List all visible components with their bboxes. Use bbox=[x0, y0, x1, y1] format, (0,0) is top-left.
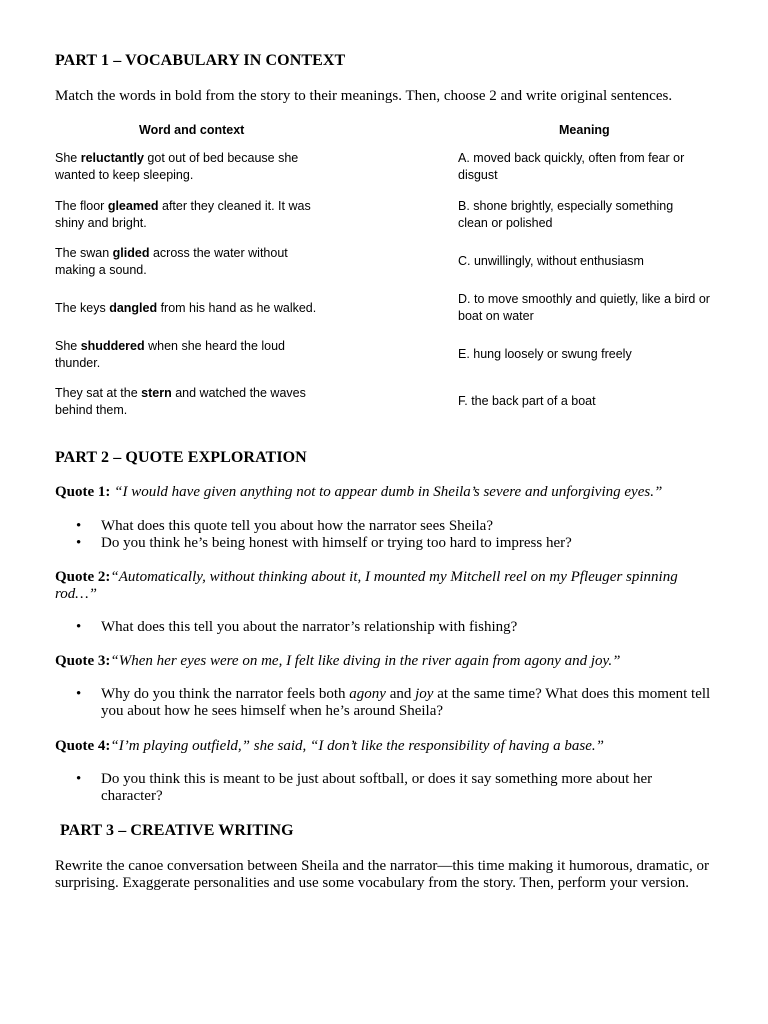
bullet-icon: • bbox=[76, 686, 82, 702]
quote-1 bbox=[55, 484, 715, 501]
vocab-word: stern bbox=[141, 386, 172, 400]
vocab-word: shuddered bbox=[80, 339, 145, 353]
vocab-context-row: She shuddered when she heard the loud thunder. bbox=[55, 339, 286, 370]
vocab-meaning: E. hung loosely or swung freely bbox=[458, 347, 632, 361]
quote-3 bbox=[55, 653, 715, 670]
column-header-meaning: Meaning bbox=[559, 123, 610, 137]
vocab-context-row: She reluctantly got out of bed because she wanted to keep sleeping. bbox=[55, 151, 299, 182]
question-bullet: • Do you think he’s being honest with himself or trying too hard to impress her? bbox=[76, 535, 572, 551]
quote-label: Quote 1: bbox=[55, 484, 111, 500]
question-bullet: • What does this tell you about the narrator’s relationship with fishing? bbox=[76, 619, 518, 635]
quote-text: “When her eyes were on me, I felt like diving in the river again from agony and joy.” bbox=[110, 653, 621, 669]
quote-text: “I’m playing outfield,” she said, “I don’t like the responsibility of having a base.” bbox=[110, 738, 605, 754]
question-bullet: • Why do you think the narrator feels both agony and joy at the same time? What does this moment tell you about how he sees himself when he’s around Sheila? bbox=[76, 686, 711, 719]
quote-label: Quote 3: bbox=[55, 653, 111, 669]
quote-label: Quote 4: bbox=[55, 738, 111, 754]
vocab-context-row: The swan glided across the water without making a sound. bbox=[55, 246, 288, 277]
bullet-icon: • bbox=[76, 518, 82, 534]
vocab-context-row: The keys dangled from his hand as he walked. bbox=[55, 301, 317, 315]
vocab-meaning: F. the back part of a boat bbox=[458, 394, 596, 408]
bullet-icon: • bbox=[76, 535, 82, 551]
quote-text: “Automatically, without thinking about it, I mounted my Mitchell reel on my Pfleuger spinning rod…” bbox=[55, 569, 678, 602]
vocab-meaning: D. to move smoothly and quietly, like a bird or boat on water bbox=[458, 292, 710, 323]
quote-text: “I would have given anything not to appear dumb in Sheila’s severe and unforgiving eyes.” bbox=[110, 484, 663, 500]
bullet-icon: • bbox=[76, 771, 82, 787]
question-bullet: • Do you think this is meant to be just about softball, or does it say something more about her character? bbox=[76, 771, 653, 804]
vocab-meaning: B. shone brightly, especially something clean or polished bbox=[458, 199, 674, 230]
quote-2 bbox=[55, 569, 715, 603]
vocab-context-row: The floor gleamed after they cleaned it. It was shiny and bright. bbox=[55, 199, 311, 230]
vocab-word: gleamed bbox=[107, 199, 159, 213]
bullet-icon: • bbox=[76, 619, 82, 635]
vocab-meaning: A. moved back quickly, often from fear or disgust bbox=[458, 151, 685, 182]
quote-4 bbox=[55, 738, 715, 755]
part1-heading: PART 1 – VOCABULARY IN CONTEXT bbox=[55, 52, 346, 69]
part2-heading: PART 2 – QUOTE EXPLORATION bbox=[55, 449, 307, 466]
vocab-meaning: C. unwillingly, without enthusiasm bbox=[458, 254, 644, 268]
vocab-word: reluctantly bbox=[80, 151, 144, 165]
vocab-word: dangled bbox=[109, 301, 158, 315]
part3-instructions: Rewrite the canoe conversation between Sheila and the narrator—this time making it humorous, dramatic, or surprising. Exaggerate personalities and use some vocabulary from the story. Then, perform your version. bbox=[55, 858, 709, 891]
question-bullet: • What does this quote tell you about how the narrator sees Sheila? bbox=[76, 518, 493, 534]
quote-label: Quote 2: bbox=[55, 569, 111, 585]
column-header-word: Word and context bbox=[139, 123, 245, 137]
part3-heading: PART 3 – CREATIVE WRITING bbox=[60, 822, 294, 839]
part1-instructions: Match the words in bold from the story to their meanings. Then, choose 2 and write original sentences. bbox=[55, 88, 673, 104]
vocab-word: glided bbox=[112, 246, 150, 260]
vocab-context-row: They sat at the stern and watched the waves behind them. bbox=[55, 386, 306, 417]
